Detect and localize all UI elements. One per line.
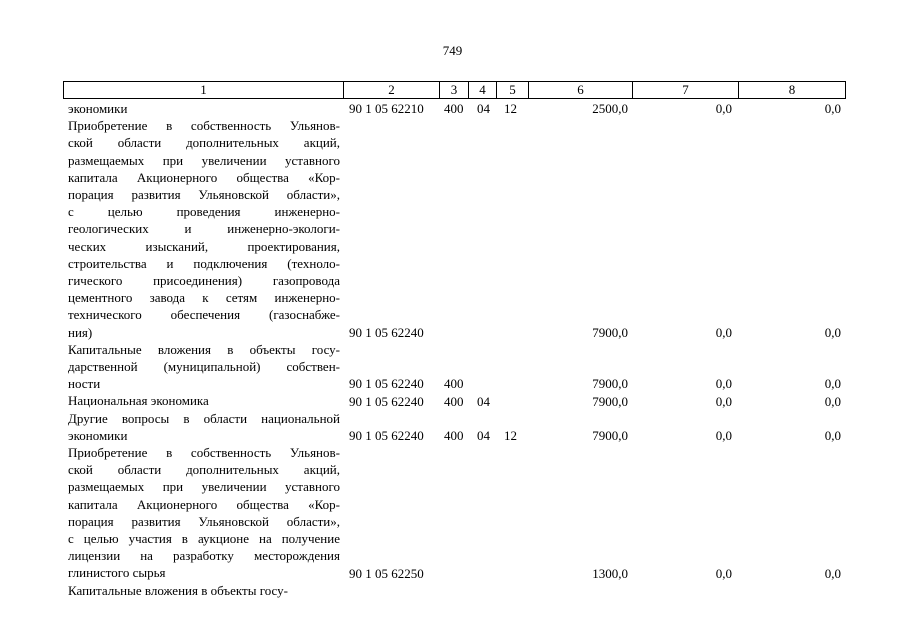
amount-col-7: 0,0 bbox=[715, 101, 732, 117]
target-article-code: 90 1 05 62240 bbox=[349, 428, 424, 444]
subsection-code: 12 bbox=[504, 101, 517, 117]
description-line: ческих изысканий, проектирования, bbox=[68, 238, 340, 254]
row-values bbox=[0, 100, 905, 117]
amount-col-8: 0,0 bbox=[824, 393, 841, 409]
expense-type-code: 400 bbox=[444, 101, 464, 117]
description-line: лицензии на разработку месторождения bbox=[68, 548, 340, 564]
description-line: цементного завода к сетям инженерно- bbox=[68, 290, 340, 306]
description-line: ской области дополнительных акций, bbox=[68, 135, 340, 151]
description-line: Капитальные вложения в объекты госу- bbox=[68, 582, 288, 598]
row-description bbox=[68, 444, 340, 582]
row-values bbox=[0, 393, 905, 410]
row-description bbox=[68, 117, 340, 341]
description-line: ской области дополнительных акций, bbox=[68, 462, 340, 478]
table-row bbox=[0, 392, 905, 409]
row-values bbox=[0, 324, 905, 341]
target-article-code: 90 1 05 62240 bbox=[349, 393, 424, 409]
description-line: с целью проведения инженерно- bbox=[68, 204, 340, 220]
description-line: дарственной (муниципальной) собствен- bbox=[68, 359, 340, 375]
table-row bbox=[0, 410, 905, 444]
description-line: ния) bbox=[68, 324, 93, 340]
description-line: экономики bbox=[68, 427, 128, 443]
amount-col-7: 0,0 bbox=[715, 393, 732, 409]
amount-col-6: 1300,0 bbox=[592, 565, 628, 581]
description-line: Национальная экономика bbox=[68, 393, 209, 409]
amount-col-6: 7900,0 bbox=[592, 376, 628, 392]
amount-col-8: 0,0 bbox=[824, 376, 841, 392]
target-article-code: 90 1 05 62250 bbox=[349, 565, 424, 581]
subsection-code: 12 bbox=[504, 428, 517, 444]
header-col-3: 3 bbox=[440, 82, 469, 99]
description-line: ности bbox=[68, 376, 101, 392]
amount-col-7: 0,0 bbox=[715, 324, 732, 340]
amount-col-8: 0,0 bbox=[824, 428, 841, 444]
amount-col-6: 2500,0 bbox=[592, 101, 628, 117]
header-col-8: 8 bbox=[739, 82, 846, 99]
amount-col-6: 7900,0 bbox=[592, 428, 628, 444]
description-line: размещаемых при увеличении уставного bbox=[68, 152, 340, 168]
row-values bbox=[0, 427, 905, 444]
row-values bbox=[0, 582, 905, 599]
description-line: капитала Акционерного общества «Кор- bbox=[68, 496, 340, 512]
target-article-code: 90 1 05 62240 bbox=[349, 324, 424, 340]
amount-col-6: 7900,0 bbox=[592, 393, 628, 409]
description-line: Приобретение в собственность Ульянов- bbox=[68, 445, 340, 461]
table-row bbox=[0, 341, 905, 393]
description-line: Капитальные вложения в объекты госу- bbox=[68, 341, 340, 357]
column-number-header bbox=[63, 81, 846, 99]
row-values bbox=[0, 565, 905, 582]
header-col-7: 7 bbox=[633, 82, 739, 99]
header-col-4: 4 bbox=[469, 82, 497, 99]
budget-table-body bbox=[0, 100, 905, 599]
amount-col-8: 0,0 bbox=[824, 324, 841, 340]
description-line: размещаемых при увеличении уставного bbox=[68, 479, 340, 495]
target-article-code: 90 1 05 62240 bbox=[349, 376, 424, 392]
description-line: порация развития Ульяновской области», bbox=[68, 513, 340, 529]
description-line: геологических и инженерно-экологи- bbox=[68, 221, 340, 237]
description-line: строительства и подключения (техноло- bbox=[68, 255, 340, 271]
expense-type-code: 400 bbox=[444, 376, 464, 392]
table-row bbox=[0, 117, 905, 341]
header-col-5: 5 bbox=[497, 82, 529, 99]
amount-col-7: 0,0 bbox=[715, 565, 732, 581]
description-line: гического присоединения) газопровода bbox=[68, 273, 340, 289]
amount-col-8: 0,0 bbox=[824, 565, 841, 581]
row-values bbox=[0, 375, 905, 392]
expense-type-code: 400 bbox=[444, 393, 464, 409]
table-row bbox=[0, 100, 905, 117]
amount-col-8: 0,0 bbox=[824, 101, 841, 117]
expense-type-code: 400 bbox=[444, 428, 464, 444]
header-col-6: 6 bbox=[529, 82, 633, 99]
description-line: технического обеспечения (газоснабже- bbox=[68, 307, 340, 323]
page-number: 749 bbox=[442, 43, 463, 58]
section-code: 04 bbox=[477, 428, 490, 444]
description-line: Другие вопросы в области национальной bbox=[68, 410, 340, 426]
section-code: 04 bbox=[477, 101, 490, 117]
description-line: глинистого сырья bbox=[68, 565, 166, 581]
target-article-code: 90 1 05 62210 bbox=[349, 101, 424, 117]
header-col-2: 2 bbox=[344, 82, 440, 99]
description-line: экономики bbox=[68, 101, 128, 116]
header-col-1: 1 bbox=[64, 82, 344, 99]
section-code: 04 bbox=[477, 393, 490, 409]
table-row bbox=[0, 444, 905, 582]
description-line: порация развития Ульяновской области», bbox=[68, 187, 340, 203]
table-row bbox=[0, 582, 905, 599]
description-line: Приобретение в собственность Ульянов- bbox=[68, 118, 340, 134]
description-line: капитала Акционерного общества «Кор- bbox=[68, 169, 340, 185]
amount-col-6: 7900,0 bbox=[592, 324, 628, 340]
amount-col-7: 0,0 bbox=[715, 428, 732, 444]
description-line: с целью участия в аукционе на получение bbox=[68, 531, 340, 547]
amount-col-7: 0,0 bbox=[715, 376, 732, 392]
